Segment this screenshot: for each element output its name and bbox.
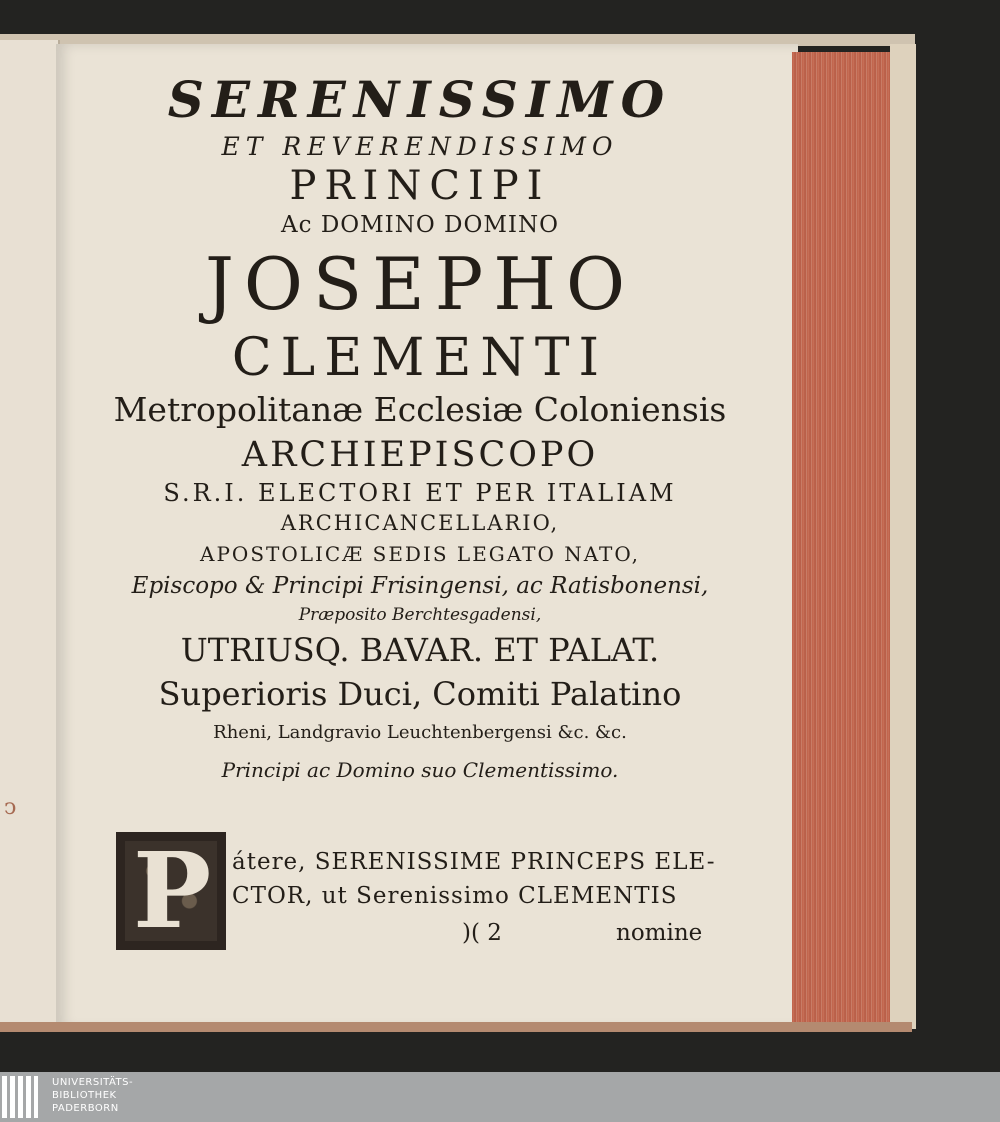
left-page-strip [0,40,60,1025]
dedication-line: PRINCIPI [289,163,551,209]
dedication-body-text [232,845,716,913]
initial-letter: P [133,829,212,952]
dedication-line: SERENISSIMO [167,70,673,129]
dedication-line: Rheni, Landgravio Leuchtenbergensi &c. &c. [213,722,627,743]
dedication-line: Præposito Berchtesgadensi, [298,605,542,625]
ink-stain: ↄ [4,795,17,820]
signature-mark: )( 2 [462,920,502,946]
book-board-edge [890,44,916,1029]
dedication-line: ARCHICANCELLARIO, [280,511,560,535]
dedication-line: Episcopo & Principi Frisingensi, ac Ratisbonensi, [131,573,709,599]
dedication-line: ET REVERENDISSIMO [221,132,619,161]
dedication-line: Superioris Duci, Comiti Palatino [158,675,682,713]
dedication-line: UTRIUSQ. BAVAR. ET PALAT. [180,631,660,669]
logo-line: PADERBORN [52,1103,119,1114]
library-footer-bar [0,1072,1000,1122]
body-line: CTOR, ut Serenissimo CLEMENTIS [232,883,678,909]
logo-line: BIBLIOTHEK [52,1090,117,1101]
dedication-line: S.R.I. ELECTORI ET PER ITALIAM [163,479,677,507]
page-edges [792,52,900,1027]
library-logo-icon [2,1076,44,1118]
library-logo-text [52,1076,133,1115]
dedication-line: Metropolitanæ Ecclesiæ Coloniensis [113,390,727,429]
dedication-title-block [100,68,740,790]
dedication-line: CLEMENTI [231,328,609,388]
body-line: átere, SERENISSIME PRINCEPS ELE- [232,849,716,875]
dedication-line: ARCHIEPISCOPO [241,435,599,475]
dedication-line: APOSTOLICÆ SEDIS LEGATO NATO, [200,542,640,566]
ornamental-initial [116,829,226,952]
dedication-line: JOSEPHO [204,242,636,326]
logo-line: UNIVERSITÄTS- [52,1077,134,1088]
dedication-line: Principi ac Domino suo Clementissimo. [221,758,619,782]
catchword: nomine [616,920,703,946]
book-board-bottom [0,1022,912,1032]
dedication-line: Ac DOMINO DOMINO [281,212,559,238]
